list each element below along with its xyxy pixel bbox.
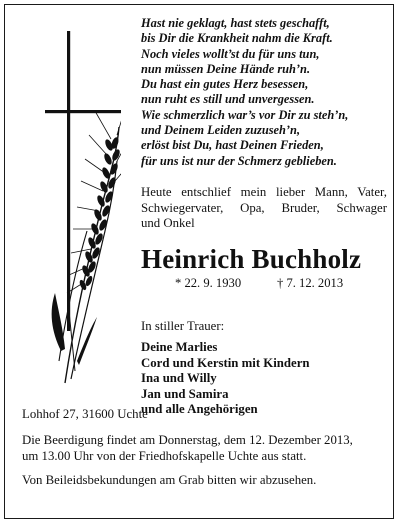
- poem-line: nun müssen Deine Hände ruh’n.: [141, 61, 311, 76]
- poem-line: bis Dir die Krankheit nahm die Kraft.: [141, 31, 333, 46]
- mourners-list: [141, 340, 310, 418]
- death-announcement: [141, 185, 387, 232]
- deceased-name: Heinrich Buchholz: [141, 244, 362, 274]
- birth-date: * 22. 9. 1930: [175, 276, 242, 290]
- poem-line: für uns ist nur der Schmerz geblieben.: [141, 153, 337, 168]
- intro-line: und Onkel: [141, 216, 195, 231]
- poem-line: nun ruht es still und unvergessen.: [141, 92, 315, 107]
- mourner-entry: Ina und Willy: [141, 371, 217, 386]
- poem-line: und Deinem Leiden zuzuseh’n,: [141, 123, 301, 138]
- funeral-line: Die Beerdigung findet am Donnerstag, dem 12. Dezember 2013,: [22, 433, 353, 447]
- family-address: Lohhof 27, 31600 Uchte: [22, 407, 148, 421]
- poem-line: Wie schmerzlich war’s vor Dir zu steh’n,: [141, 107, 349, 122]
- death-date: † 7. 12. 2013: [277, 276, 344, 290]
- obituary-notice: [4, 4, 394, 519]
- mourner-entry: und alle Angehörigen: [141, 402, 258, 417]
- funeral-line: um 13.00 Uhr von der Friedhofskapelle Uchte aus statt.: [22, 448, 307, 463]
- intro-line: Heute entschlief mein lieber Mann, Vater,: [141, 185, 387, 199]
- intro-line: Schwiegervater, Opa, Bruder, Schwager: [141, 200, 387, 215]
- cross-with-wheat-icon: [25, 31, 121, 391]
- funeral-details: [22, 433, 386, 464]
- poem-line: Hast nie geklagt, hast stets geschafft,: [141, 16, 330, 30]
- condolence-note: Von Beileidsbekundungen am Grab bitten wir abzusehen.: [22, 473, 317, 487]
- mourning-label: In stiller Trauer:: [141, 319, 225, 333]
- mourner-entry: Jan und Samira: [141, 386, 229, 401]
- poem-line: Noch vieles wollt’st du für uns tun,: [141, 46, 320, 61]
- mourner-entry: Deine Marlies: [141, 340, 218, 354]
- poem: [141, 16, 399, 169]
- mourner-entry: Cord und Kerstin mit Kindern: [141, 355, 310, 370]
- poem-line: erlöst bist Du, hast Deinen Frieden,: [141, 138, 324, 153]
- poem-line: Du hast ein gutes Herz besessen,: [141, 77, 309, 92]
